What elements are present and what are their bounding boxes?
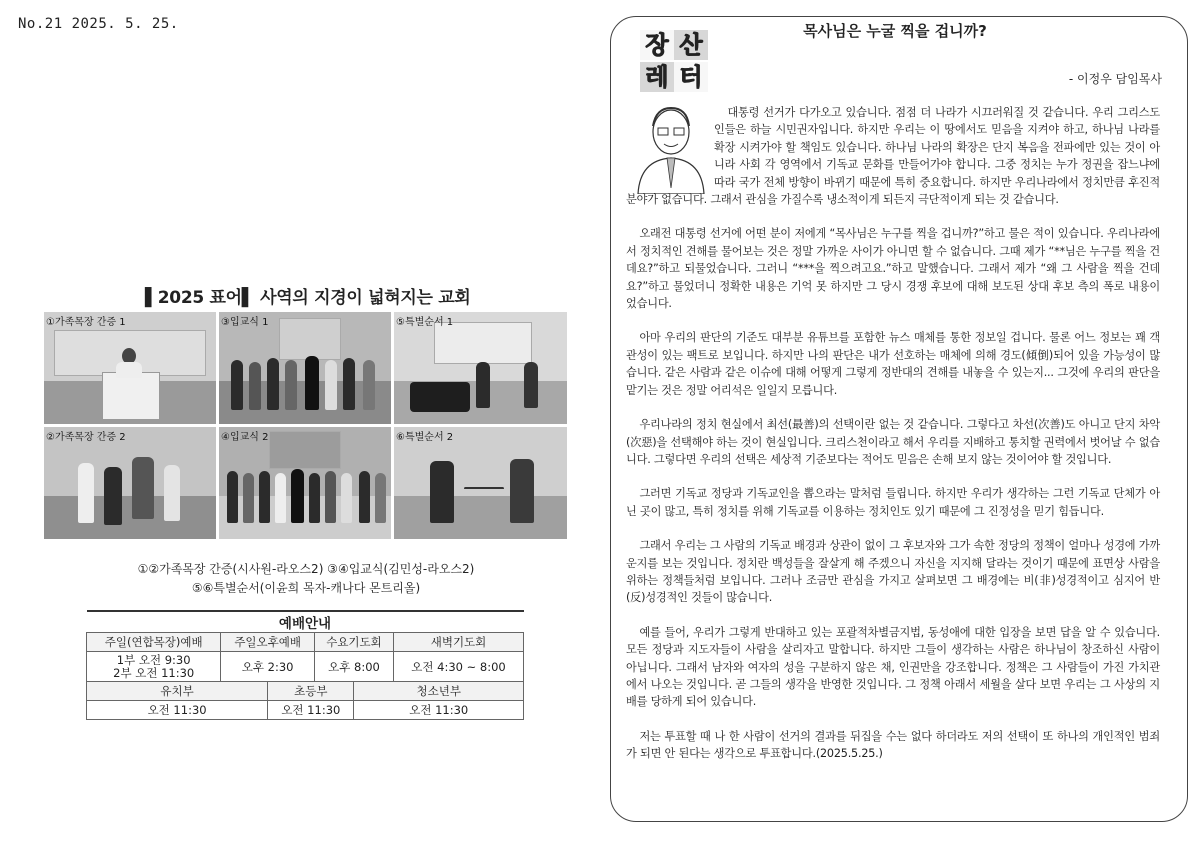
worship-time: 오후 2:30 bbox=[221, 652, 315, 682]
photo-captions bbox=[0, 560, 612, 598]
dept-time: 오전 11:30 bbox=[87, 701, 268, 720]
caption-line: ⑤⑥특별순서(이윤희 목자-캐나다 몬트리올) bbox=[191, 581, 421, 595]
article-title: 목사님은 누굴 찍을 겁니까? bbox=[803, 22, 987, 40]
article-paragraph: 대통령 선거가 다가오고 있습니다. 점점 더 나라가 시끄러워질 것 같습니다. 우리 그리스도인들은 하늘 시민권자입니다. 하지만 우리는 이 땅에서도 믿음을 지켜야 하고, 하나님 나라를 확장 시켜가야 할 책임도 있습니다. 하나님 나라의 확장은 단지 복음을 전파에만 있는 것이 아니라 사회 각 영역에서 기독교 문화를 만들어가야 합니다. 그중 정치는 누가 정권을 잡느냐에 따라 국가 전체 방향이 바뀌기 때문에 특히 중요합니다. 하지만 우리나라에서 정치만큼 후진적 분야가 없습니다. 그래서 관심을 가질수록 냉소적이게 되든지 극단적이게 되는 것 같습니다. bbox=[626, 106, 1160, 207]
worship-header: 수요기도회 bbox=[314, 633, 393, 652]
article-paragraph: 그래서 우리는 그 사람의 기독교 배경과 상관이 없이 그 후보자와 그가 속한 정당의 정책이 얼마나 성경에 가까운지를 보는 것입니다. 정치란 백성들을 잘살게 해 주겠으니 자신을 지지해 달라는 것이기 때문에 표면상 사람을 위하는 정책들처럼 보입니다. 그러나 조금만 관심을 가지고 살펴보면 그 배경에는 비(非)성경적이고 심지어 반(反)성경적인 것들이 많습니다. bbox=[626, 539, 1160, 605]
dept-time: 오전 11:30 bbox=[354, 701, 524, 720]
photo-confirmation-1 bbox=[219, 312, 391, 424]
worship-time: 오전 4:30 ~ 8:00 bbox=[394, 652, 524, 682]
worship-header: 주일오후예배 bbox=[221, 633, 315, 652]
photo-caption: ④입교식 2 bbox=[221, 432, 269, 443]
article-paragraph: 그러면 기독교 정당과 기독교인을 뽑으라는 말처럼 들립니다. 하지만 우리가 생각하는 그런 기독교 단체가 아닌 곳이 많고, 특히 정치를 위해 기독교를 이용하는 정치인도 있기 때문에 그 진정성을 믿기 힘듭니다. bbox=[626, 487, 1160, 518]
dept-header: 청소년부 bbox=[354, 682, 524, 701]
article-paragraph: 우리나라의 정치 현실에서 최선(最善)의 선택이란 없는 것 같습니다. 그렇다고 차선(次善)도 아니고 단지 차악(次惡)을 선택해야 하는 것이 현실입니다. 크리스천이라고 해서 우리를 지배하고 통치할 권력에서 벗어날 수 없습니다. 그렇다면 우리의 선택은 세상적 기준보다는 적어도 믿음은 손해 보지 않는 것이어야 할 것입니다. bbox=[626, 418, 1160, 466]
worship-table-title: 예배안내 bbox=[87, 611, 524, 633]
article-paragraph: 아마 우리의 판단의 기준도 대부분 유튜브를 포함한 뉴스 매체를 통한 정보일 겁니다. 물론 어느 정보는 꽤 객관성이 있는 팩트로 보입니다. 하지만 나의 판단은 내가 선호하는 매체에 의해 경도(傾倒)되어 있을 가능성이 많습니다. 같은 사람과 같은 이슈에 대해 어떻게 그렇게 정반대의 견해를 내놓을 수 있는지... 그것에 우리의 판단을 맡기는 것은 정말 어리석은 일일지 모릅니다. bbox=[626, 331, 1160, 397]
photo-special-2 bbox=[394, 427, 567, 539]
photo-caption: ②가족목장 간증 2 bbox=[46, 432, 126, 443]
dept-time: 오전 11:30 bbox=[268, 701, 354, 720]
time-line: 2부 오전 11:30 bbox=[113, 665, 195, 680]
logo-char: 산 bbox=[674, 30, 708, 60]
caption-line: ①②가족목장 간증(시사원-라오스2) ③④입교식(김민성-라오스2) bbox=[137, 562, 475, 576]
photo-testimony-1 bbox=[44, 312, 216, 424]
photo-caption: ①가족목장 간증 1 bbox=[46, 317, 126, 328]
dept-header: 유치부 bbox=[87, 682, 268, 701]
issue-number: No.21 2025. 5. 25. bbox=[18, 16, 179, 32]
photo-caption: ③입교식 1 bbox=[221, 317, 269, 328]
photo-confirmation-2 bbox=[219, 427, 391, 539]
article-body bbox=[626, 104, 1160, 780]
worship-schedule-table bbox=[86, 610, 524, 720]
worship-header: 주일(연합목장)예배 bbox=[87, 633, 221, 652]
time-line: 1부 오전 9:30 bbox=[116, 652, 191, 667]
worship-time: 오후 8:00 bbox=[314, 652, 393, 682]
article-paragraph: 예를 들어, 우리가 그렇게 반대하고 있는 포괄적차별금지법, 동성애에 대한 입장을 보면 답을 알 수 있습니다. 모든 정당과 지도자들이 사람을 살리자고 말합니다. 하지만 그들이 생각하는 사람은 하나님이 창조하신 사람이 아닙니다. 그래서 남자와 여자의 성을 구분하지 않은 채, 인권만을 강조합니다. 정책은 그 사람들이 가진 가치관에서 나오는 것입니다. 곧 그들의 생각을 반영한 것입니다. 그 정책 아래서 세월을 살다 보면 우리는 그 사상의 지배를 당하게 되어 있습니다. bbox=[626, 625, 1160, 709]
logo-char: 터 bbox=[674, 62, 708, 92]
logo-char: 레 bbox=[640, 62, 674, 92]
article-paragraph: 저는 투표할 때 나 한 사람이 선거의 결과를 뒤집을 수는 없다 하더라도 저의 선택이 또 하나의 개인적인 범죄가 되면 안 된다는 생각으로 투표합니다.(2025.5.25.) bbox=[626, 729, 1160, 761]
dept-header: 초등부 bbox=[268, 682, 354, 701]
logo-char: 장 bbox=[640, 30, 674, 60]
article-author: - 이정우 담임목사 bbox=[1068, 72, 1162, 86]
photo-special-1 bbox=[394, 312, 567, 424]
photo-caption: ⑥특별순서 2 bbox=[396, 432, 454, 443]
photo-grid bbox=[44, 312, 567, 539]
photo-caption: ⑤특별순서 1 bbox=[396, 317, 454, 328]
article-paragraph: 오래전 대통령 선거에 어떤 분이 저에게 “목사님은 누구를 찍을 겁니까?”하고 물은 적이 있습니다. 우리나라에서 정치적인 견해를 물어보는 것은 정말 가까운 사이가 아니면 할 수 없습니다. 그때 제가 “**님은 누구를 찍을 건데요?”하고 되물었습니다. 그러니 “***을 찍으려고요.”하고 말했습니다. 그래서 제가 “왜 그 사람을 찍을 건데요?”하고 물었더니 정확한 내용은 기억 못 하지만 그 당시 경쟁 후보에 대해 보도된 상대 후보 측의 폭로 내용이었습니다. bbox=[626, 227, 1160, 311]
worship-header: 새벽기도회 bbox=[394, 633, 524, 652]
worship-time-sunday bbox=[87, 652, 221, 682]
photo-testimony-2 bbox=[44, 427, 216, 539]
motto-title: ▌2025 표어▌ 사역의 지경이 넓혀지는 교회 bbox=[145, 288, 471, 308]
